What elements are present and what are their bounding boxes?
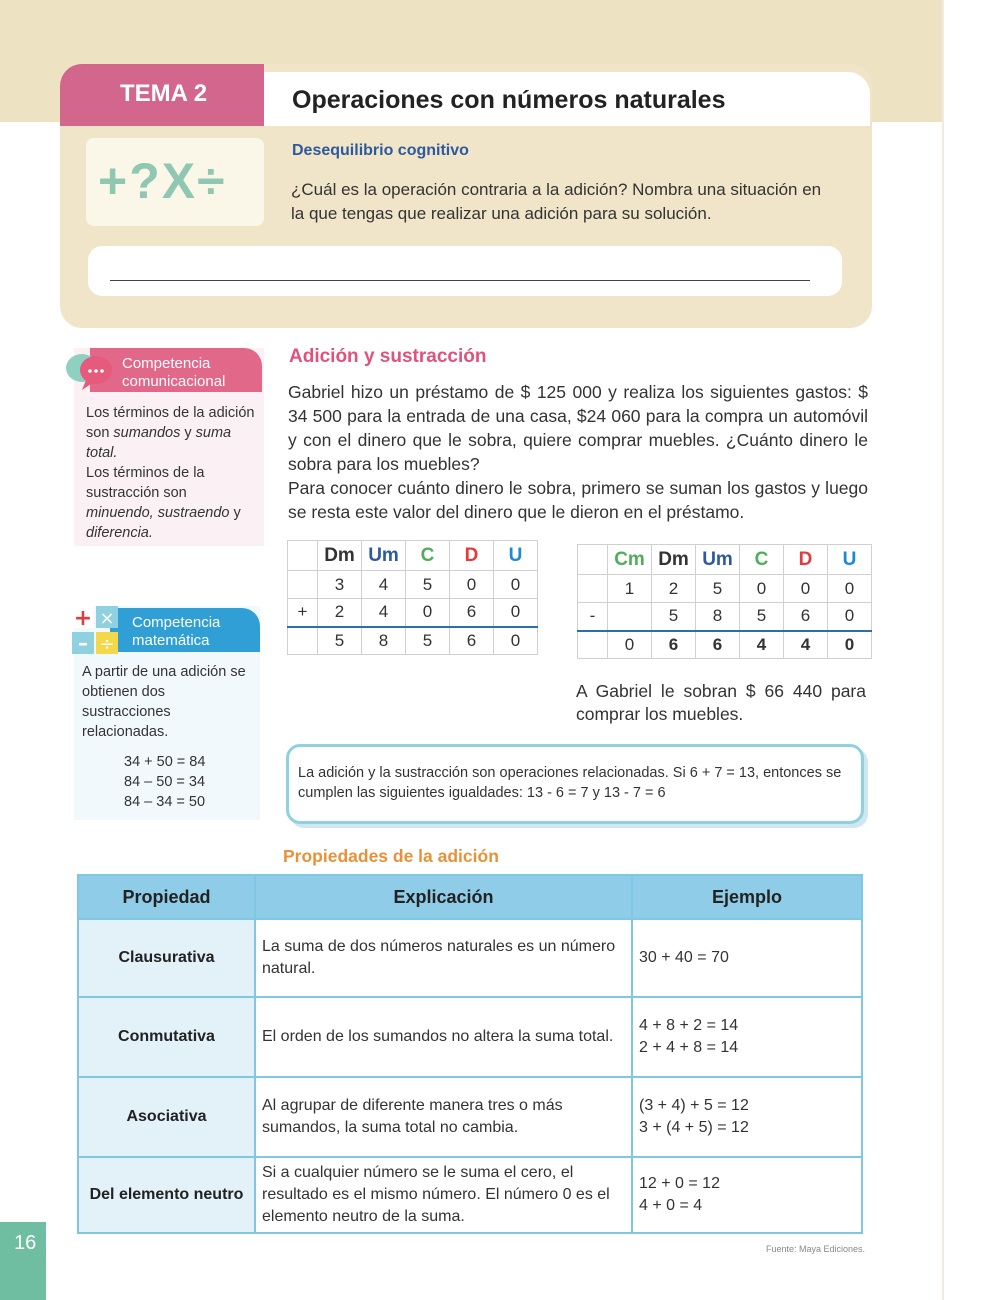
equation: 84 – 34 = 50 bbox=[124, 794, 206, 810]
label-line2: comunicacional bbox=[122, 373, 226, 390]
svg-text:–: – bbox=[78, 631, 88, 655]
header-d: D bbox=[450, 541, 494, 571]
digit-cell: 5 bbox=[696, 575, 740, 603]
digit-cell: 1 bbox=[608, 575, 652, 603]
digit-cell: 4 bbox=[362, 571, 406, 599]
header-d: D bbox=[784, 545, 828, 575]
text-italic: diferencia. bbox=[86, 525, 153, 541]
digit-cell: 6 bbox=[450, 599, 494, 627]
result-cell: 6 bbox=[696, 631, 740, 659]
property-explanation: Al agrupar de diferente manera tres o más sumandos, la suma total no cambia. bbox=[255, 1077, 632, 1157]
result-cell: 0 bbox=[494, 627, 538, 655]
table-row bbox=[78, 1077, 862, 1157]
source-credit: Fuente: Maya Ediciones. bbox=[766, 1244, 866, 1254]
operations-icon: +?X÷ bbox=[98, 153, 227, 209]
example-line: 2 + 4 + 8 = 14 bbox=[639, 1039, 739, 1056]
property-example bbox=[632, 997, 862, 1077]
math-operations-icon bbox=[70, 604, 122, 658]
properties-table bbox=[77, 874, 863, 1234]
digit-cell bbox=[608, 603, 652, 631]
label-line1: Competencia bbox=[122, 355, 211, 372]
digit-cell: 2 bbox=[652, 575, 696, 603]
svg-text:+: + bbox=[73, 606, 93, 631]
competencia-comunicacional-label bbox=[122, 355, 225, 391]
speech-bubble-icon bbox=[64, 350, 114, 390]
result-cell: 4 bbox=[740, 631, 784, 659]
header-c: C bbox=[740, 545, 784, 575]
competencia-matematica-text: A partir de una adición se obtienen dos sustracciones relacionadas. bbox=[82, 664, 246, 740]
property-name: Clausurativa bbox=[78, 919, 255, 997]
digit-cell: 5 bbox=[652, 603, 696, 631]
header-explicacion: Explicación bbox=[255, 875, 632, 919]
result-cell: 0 bbox=[608, 631, 652, 659]
page-edge bbox=[942, 0, 1004, 1300]
example-line: 4 + 0 = 4 bbox=[639, 1197, 703, 1214]
note-text: La adición y la sustracción son operaciones relacionadas. Si 6 + 7 = 13, entonces se cumplen las siguientes igualdades: 13 - 6 = 7 y 13 - 7 = 6 bbox=[298, 765, 842, 801]
result-cell: 4 bbox=[784, 631, 828, 659]
result-cell: 0 bbox=[828, 631, 872, 659]
example-line: 12 + 0 = 12 bbox=[639, 1175, 720, 1192]
header-um: Um bbox=[362, 541, 406, 571]
operator-cell bbox=[578, 631, 608, 659]
digit-cell: 0 bbox=[740, 575, 784, 603]
competencia-comunicacional-text bbox=[86, 403, 256, 543]
page-title: Operaciones con números naturales bbox=[292, 86, 726, 114]
label-line2: matemática bbox=[132, 632, 210, 649]
operator-cell: + bbox=[288, 599, 318, 627]
header-cm: Cm bbox=[608, 545, 652, 575]
digit-cell: 6 bbox=[784, 603, 828, 631]
adicion-text bbox=[288, 380, 868, 524]
digit-cell: 0 bbox=[784, 575, 828, 603]
related-equations bbox=[124, 752, 205, 812]
digit-cell: 0 bbox=[450, 571, 494, 599]
result-cell: 8 bbox=[362, 627, 406, 655]
property-name: Del elemento neutro bbox=[78, 1157, 255, 1233]
property-name: Conmutativa bbox=[78, 997, 255, 1077]
result-cell: 5 bbox=[318, 627, 362, 655]
example-line: 30 + 40 = 70 bbox=[639, 949, 729, 966]
result-cell: 6 bbox=[652, 631, 696, 659]
result-text: A Gabriel le sobran $ 66 440 para comprar los muebles. bbox=[576, 681, 866, 724]
text-part: y bbox=[180, 425, 196, 441]
answer-box[interactable] bbox=[88, 246, 842, 296]
digit-cell: 5 bbox=[406, 571, 450, 599]
addition-table bbox=[287, 540, 538, 655]
digit-cell: 5 bbox=[740, 603, 784, 631]
equation: 34 + 50 = 84 bbox=[124, 754, 206, 770]
result-cell: 6 bbox=[450, 627, 494, 655]
header-um: Um bbox=[696, 545, 740, 575]
equation: 84 – 50 = 34 bbox=[124, 774, 206, 790]
digit-cell: 0 bbox=[494, 599, 538, 627]
competencia-matematica-label bbox=[132, 614, 220, 650]
header-dm: Dm bbox=[652, 545, 696, 575]
header-c: C bbox=[406, 541, 450, 571]
text-part: Los términos de la sustracción son bbox=[86, 465, 205, 501]
digit-cell: 8 bbox=[696, 603, 740, 631]
empty-cell bbox=[288, 541, 318, 571]
property-explanation: La suma de dos números naturales es un número natural. bbox=[255, 919, 632, 997]
header-ejemplo: Ejemplo bbox=[632, 875, 862, 919]
example-line: (3 + 4) + 5 = 12 bbox=[639, 1097, 749, 1114]
text-italic: suma total. bbox=[86, 425, 232, 461]
section-title-propiedades: Propiedades de la adición bbox=[283, 846, 499, 866]
header-u: U bbox=[828, 545, 872, 575]
tema-label: TEMA 2 bbox=[120, 80, 208, 107]
digit-cell: 4 bbox=[362, 599, 406, 627]
operator-cell bbox=[288, 627, 318, 655]
digit-cell: 0 bbox=[406, 599, 450, 627]
result-cell: 5 bbox=[406, 627, 450, 655]
paragraph: Gabriel hizo un préstamo de $ 125 000 y realiza los siguientes gastos: $ 34 500 para la entrada de una casa, $24 060 para la compra un automóvil y con el dinero que le sobra, quiere comprar muebles. ¿Cuánto dinero le sobra para los muebles? bbox=[288, 382, 868, 474]
property-example bbox=[632, 1157, 862, 1233]
svg-text:÷: ÷ bbox=[99, 634, 115, 655]
section-subtitle: Desequilibrio cognitivo bbox=[292, 142, 469, 159]
digit-cell: 0 bbox=[828, 575, 872, 603]
operator-cell bbox=[288, 571, 318, 599]
table-row bbox=[78, 997, 862, 1077]
digit-cell: 2 bbox=[318, 599, 362, 627]
operator-cell: - bbox=[578, 603, 608, 631]
label-line1: Competencia bbox=[132, 614, 221, 631]
empty-cell bbox=[578, 545, 608, 575]
section-title-adicion: Adición y sustracción bbox=[289, 346, 487, 367]
example-line: 4 + 8 + 2 = 14 bbox=[639, 1017, 739, 1034]
table-row bbox=[78, 1157, 862, 1233]
text-italic: sumandos bbox=[113, 425, 181, 441]
property-name: Asociativa bbox=[78, 1077, 255, 1157]
text-part: Los términos de la adición son bbox=[86, 405, 255, 441]
paragraph: Para conocer cuánto dinero le sobra, primero se suman los gastos y luego se resta este valor del dinero que le dieron en el préstamo. bbox=[288, 478, 868, 522]
digit-cell: 0 bbox=[494, 571, 538, 599]
property-explanation: Si a cualquier número se le suma el cero, el resultado es el mismo número. El número 0 es el elemento neutro de la suma. bbox=[255, 1157, 632, 1233]
text-italic: minuendo, sustraendo bbox=[86, 505, 230, 521]
header-u: U bbox=[494, 541, 538, 571]
digit-cell: 3 bbox=[318, 571, 362, 599]
property-explanation: El orden de los sumandos no altera la suma total. bbox=[255, 997, 632, 1077]
svg-text:×: × bbox=[99, 608, 115, 629]
property-example bbox=[632, 1077, 862, 1157]
question-text: ¿Cuál es la operación contraria a la adición? Nombra una situación en la que tengas que realizar una adición para su solución. bbox=[291, 180, 822, 223]
table-row bbox=[78, 919, 862, 997]
example-line: 3 + (4 + 5) = 12 bbox=[639, 1119, 749, 1136]
operator-cell bbox=[578, 575, 608, 603]
text-part: y bbox=[229, 505, 241, 521]
header-dm: Dm bbox=[318, 541, 362, 571]
header-propiedad: Propiedad bbox=[78, 875, 255, 919]
properties-header-row bbox=[78, 875, 862, 919]
answer-line bbox=[110, 280, 810, 281]
subtraction-table bbox=[577, 544, 872, 659]
digit-cell: 0 bbox=[828, 603, 872, 631]
property-example bbox=[632, 919, 862, 997]
page-number: 16 bbox=[14, 1232, 37, 1254]
